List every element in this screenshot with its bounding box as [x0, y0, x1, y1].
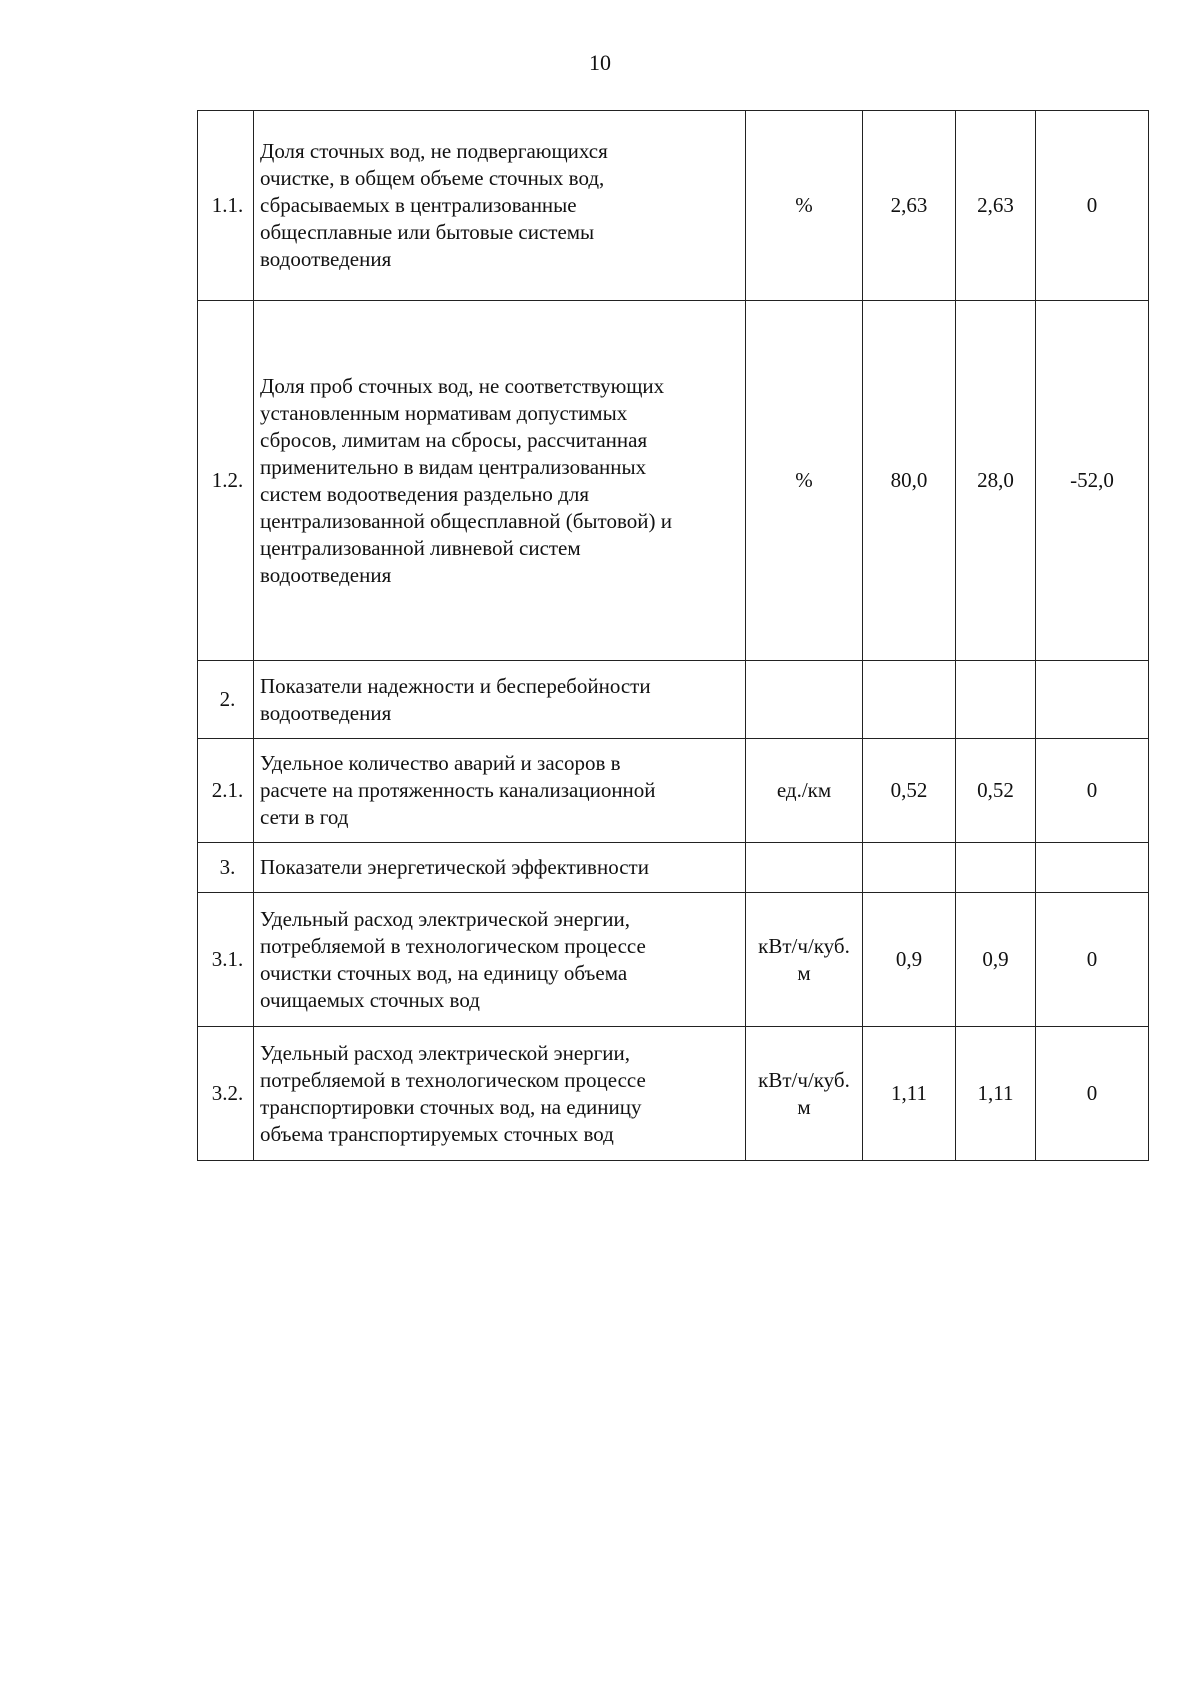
row-number: 1.1.: [198, 111, 254, 301]
value-cell-1: [863, 843, 956, 893]
row-number: 3.: [198, 843, 254, 893]
table-row: [198, 301, 1149, 661]
section-heading: Показатели энергетической эффективности: [254, 843, 746, 893]
unit-cell: %: [746, 301, 863, 661]
indicators-table: [197, 110, 1149, 1161]
indicator-name: Доля проб сточных вод, не соответствующих установленным нормативам допустимых сбросов, лимитам на сбросы, рассчитанная применительно в видам централизованных систем водоотведения раздельно для централизованной общесплавной (бытовой) и централизованной ливневой систем водоотведения: [254, 301, 746, 661]
value-cell-1: 2,63: [863, 111, 956, 301]
table-row: [198, 111, 1149, 301]
row-number: 2.1.: [198, 739, 254, 843]
table-row: [198, 843, 1149, 893]
value-cell-2: 0,52: [956, 739, 1036, 843]
unit-cell: [746, 661, 863, 739]
value-cell-2: 28,0: [956, 301, 1036, 661]
value-cell-1: 0,9: [863, 893, 956, 1027]
value-cell-1: [863, 661, 956, 739]
indicator-name: Удельное количество аварий и засоров в расчете на протяженность канализационной сети в год: [254, 739, 746, 843]
table-row: [198, 739, 1149, 843]
unit-cell: ед./км: [746, 739, 863, 843]
value-cell-1: 80,0: [863, 301, 956, 661]
value-cell-2: [956, 661, 1036, 739]
table-row: [198, 893, 1149, 1027]
unit-cell: кВт/ч/куб. м: [746, 893, 863, 1027]
value-cell-3: 0: [1036, 893, 1149, 1027]
indicator-name: Доля сточных вод, не подвергающихся очистке, в общем объеме сточных вод, сбрасываемых в централизованные общесплавные или бытовые системы водоотведения: [254, 111, 746, 301]
value-cell-1: 0,52: [863, 739, 956, 843]
row-number: 3.1.: [198, 893, 254, 1027]
row-number: 2.: [198, 661, 254, 739]
row-number: 1.2.: [198, 301, 254, 661]
page-number: 10: [589, 50, 611, 75]
indicator-name: Удельный расход электрической энергии, потребляемой в технологическом процессе очистки сточных вод, на единицу объема очищаемых сточных вод: [254, 893, 746, 1027]
value-cell-3: [1036, 843, 1149, 893]
value-cell-2: 0,9: [956, 893, 1036, 1027]
table-row: [198, 1027, 1149, 1161]
value-cell-3: 0: [1036, 111, 1149, 301]
value-cell-2: 1,11: [956, 1027, 1036, 1161]
unit-cell: [746, 843, 863, 893]
value-cell-3: 0: [1036, 739, 1149, 843]
indicator-name: Удельный расход электрической энергии, потребляемой в технологическом процессе транспортировки сточных вод, на единицу объема транспортируемых сточных вод: [254, 1027, 746, 1161]
table-row: [198, 661, 1149, 739]
value-cell-1: 1,11: [863, 1027, 956, 1161]
value-cell-2: 2,63: [956, 111, 1036, 301]
unit-cell: %: [746, 111, 863, 301]
value-cell-3: [1036, 661, 1149, 739]
value-cell-3: -52,0: [1036, 301, 1149, 661]
unit-cell: кВт/ч/куб. м: [746, 1027, 863, 1161]
value-cell-3: 0: [1036, 1027, 1149, 1161]
row-number: 3.2.: [198, 1027, 254, 1161]
section-heading: Показатели надежности и бесперебойности водоотведения: [254, 661, 746, 739]
value-cell-2: [956, 843, 1036, 893]
